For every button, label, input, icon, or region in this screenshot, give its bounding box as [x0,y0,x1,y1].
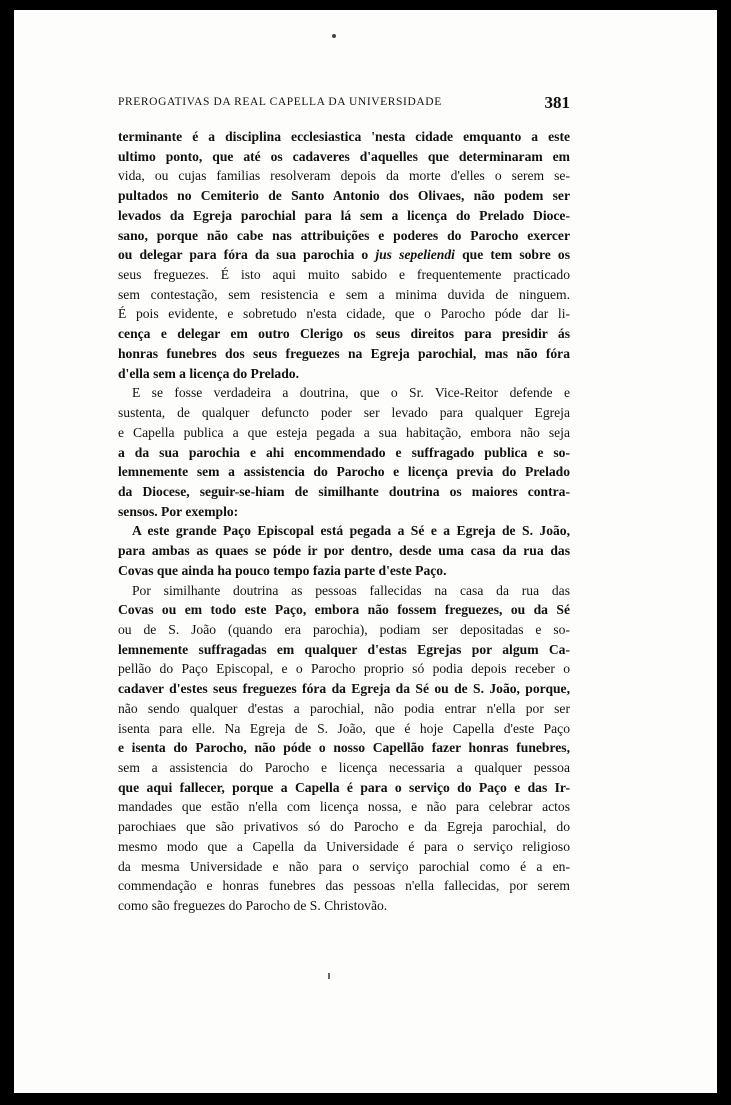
text-line: A este grande Paço Episcopal está pegada a Sé e a Egreja de S. João, [132,523,570,539]
body-text [118,127,570,916]
text-line: cença e delegar em outro Clerigo os seus direitos para presidir ás [118,326,570,342]
text-line: e Capella publica a que esteja pegada a sua habitação, embora não seja [118,424,570,440]
text-line: ou de S. João (quando era parochia), podiam ser depositadas e so- [118,621,570,637]
text-line: Covas ou em todo este Paço, embora não fossem freguezes, ou da Sé [118,602,570,618]
text-line: não sendo qualquer d'estas a parochial, não podia entrar n'ella por ser [118,700,570,716]
text-line: cadaver d'estes seus freguezes fóra da Egreja da Sé ou de S. João, porque, [118,681,570,697]
page-header [118,93,570,115]
text-line: isenta para elle. Na Egreja de S. João, que é hoje Capella d'este Paço [118,720,570,736]
text-line: Por similhante doutrina as pessoas fallecidas na casa da rua das [132,582,570,598]
text-line: lemnemente sem a assistencia do Parocho e licença previa do Prelado [118,464,570,480]
text-line: sustenta, de qualquer defuncto poder ser levado para qualquer Egreja [118,405,570,421]
text-line: como são freguezes do Parocho de S. Christovão. [118,898,388,914]
text-line: da mesma Universidade e não para o serviço parochial como é a en- [118,858,570,874]
page-number: 381 [544,93,570,112]
print-speck [332,34,336,38]
text-line: pellão do Paço Episcopal, e o Parocho proprio só podia depois receber o [118,661,570,677]
text-line: para ambas as quaes se póde ir por dentro, desde uma casa da rua das [118,543,570,559]
text-line: lemnemente suffragadas em qualquer d'estas Egrejas por algum Ca- [118,641,570,657]
text-line: sensos. Por exemplo: [118,503,239,519]
text-line: sem a assistencia do Parocho e licença necessaria a qualquer pessoa [118,760,570,775]
text-line: levados da Egreja parochial para lá sem a licença do Prelado Dioce- [118,207,570,223]
text-line: terminante é a disciplina ecclesiastica 'nesta cidade emquanto a este [118,129,570,144]
text-line: pultados no Cemiterio de Santo Antonio dos Olivaes, não podem ser [118,188,570,204]
line-start: ou delegar para fóra da sua parochia o [118,247,369,263]
print-mark [328,973,330,979]
line-end: que tem sobre os [454,247,570,263]
text-line: E se fosse verdadeira a doutrina, que o Sr. Vice-Reitor defende e [132,385,570,401]
document-page [14,10,717,1093]
text-line: sano, porque não cabe nas attribuições e poderes do Parocho exercer [118,227,570,243]
text-line: mesmo modo que a Capella da Universidade é para o serviço religioso [118,838,570,854]
text-line: parochiaes que são privativos só do Parocho e da Egreja parochial, do [118,819,570,835]
text-line: Covas que ainda ha pouco tempo fazia parte d'este Paço. [118,562,447,578]
running-title: PREROGATIVAS DA REAL CAPELLA DA UNIVERSIDADE [118,96,442,108]
text-line: honras funebres dos seus freguezes na Egreja parochial, mas não fóra [118,345,570,361]
text-line: e isenta do Parocho, não póde o nosso Capellão fazer honras funebres, [118,740,570,756]
text-line: da Diocese, seguir-se-hiam de similhante doutrina os maiores contra- [118,483,570,499]
text-line: ultimo ponto, que até os cadaveres d'aquelles que determinaram em [118,148,570,164]
text-line: que aqui fallecer, porque a Capella é para o serviço do Paço e das Ir- [118,779,570,795]
text-line: seus freguezes. É isto aqui muito sabido e frequentemente practicado [118,267,570,283]
text-line: É pois evidente, e sobretudo n'esta cidade, que o Parocho póde dar li- [118,306,570,322]
text-line: a da sua parochia e ahi encommendado e suffragado publica e so- [118,444,570,460]
latin-phrase: jus sepeliendi [375,247,455,263]
text-line: vida, ou cujas familias resolveram depois da morte d'elles o serem se- [118,168,570,184]
text-line [118,245,570,265]
text-line: mandades que estão n'ella com licença nossa, e não para celebrar actos [118,799,570,815]
text-line: sem contestação, sem resistencia e sem a minima duvida de ninguem. [118,286,570,302]
text-line: d'ella sem a licença do Prelado. [118,365,299,381]
text-line: commendação e honras funebres das pessoas n'ella fallecidas, por serem [118,878,570,894]
